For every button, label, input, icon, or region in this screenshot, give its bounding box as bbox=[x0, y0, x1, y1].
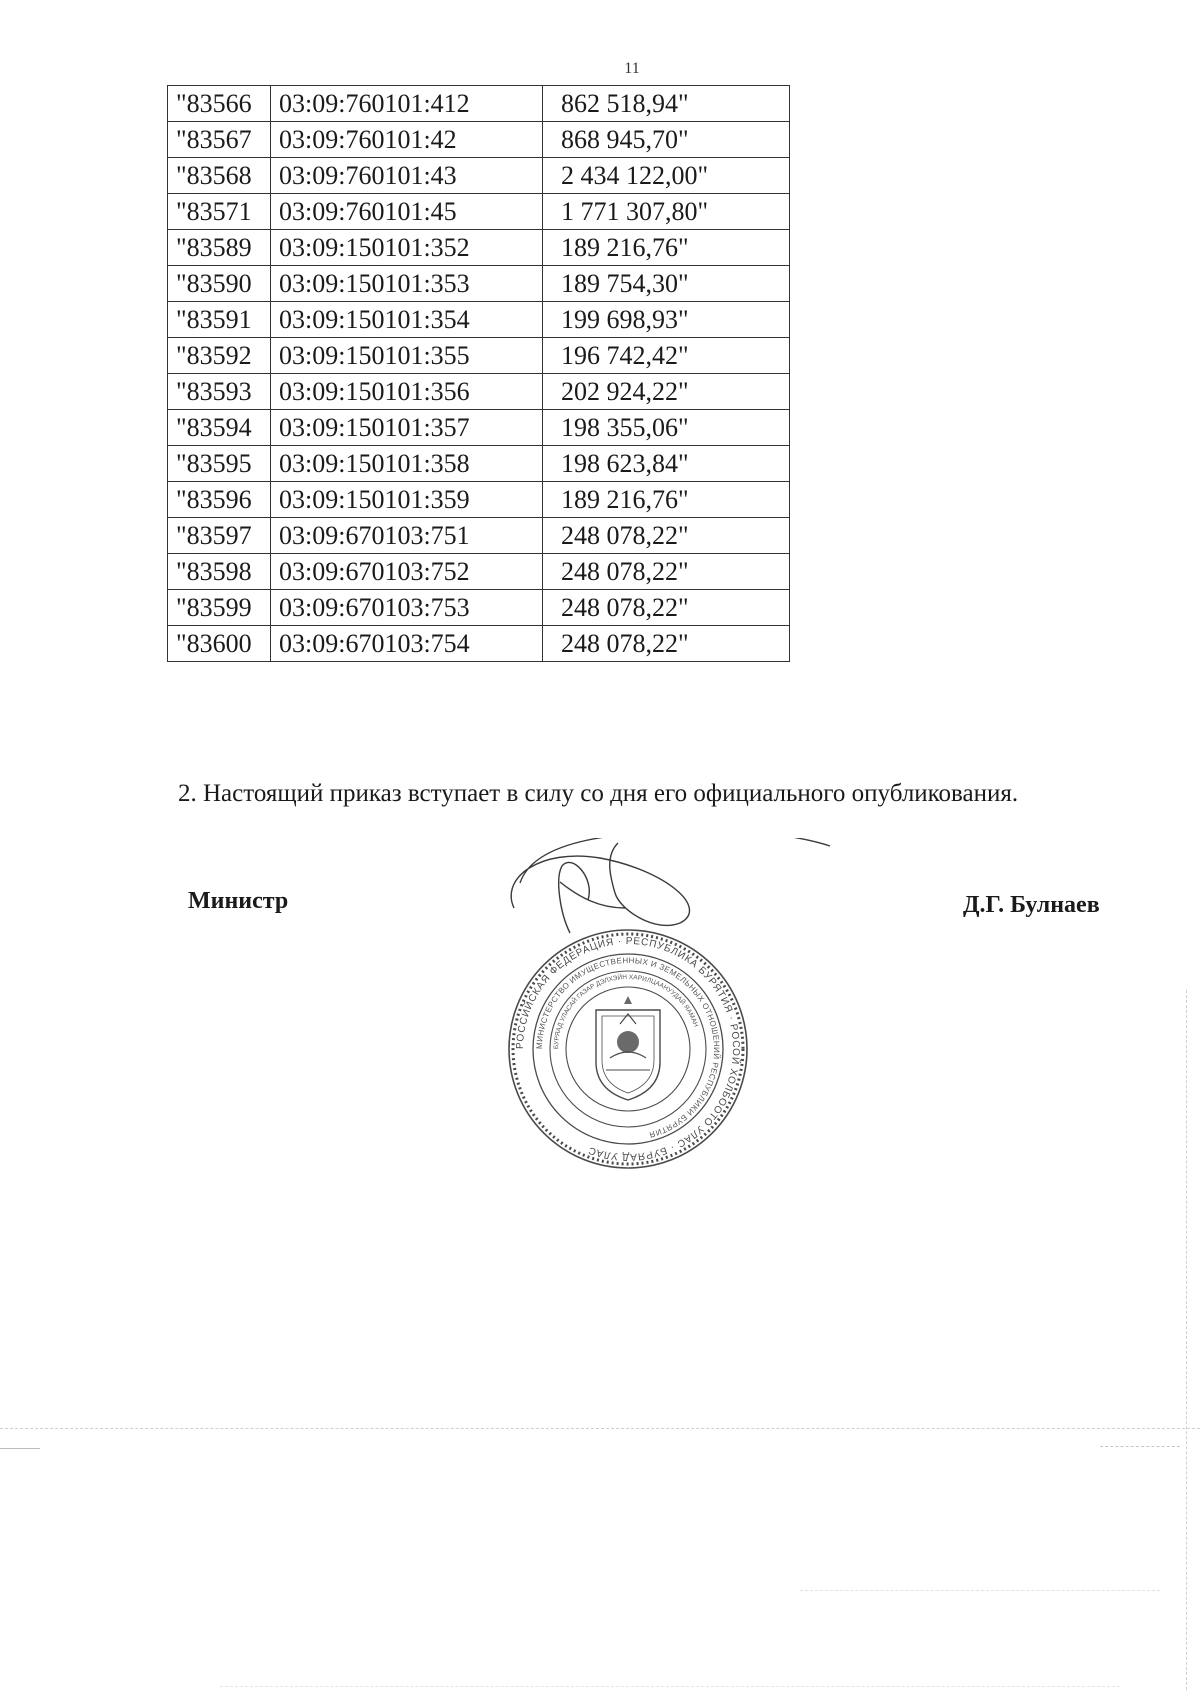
record-number-cell: "83599 bbox=[168, 590, 271, 626]
record-number-cell: "83571 bbox=[168, 194, 271, 230]
cadastral-number-cell: 03:09:150101:359 bbox=[271, 482, 543, 518]
table-row bbox=[168, 626, 790, 662]
table-row bbox=[168, 122, 790, 158]
record-number-cell: "83592 bbox=[168, 338, 271, 374]
cadastral-number-cell: 03:09:150101:357 bbox=[271, 410, 543, 446]
record-number-cell: "83567 bbox=[168, 122, 271, 158]
cadastral-number-cell: 03:09:150101:358 bbox=[271, 446, 543, 482]
cadastral-number-cell: 03:09:670103:753 bbox=[271, 590, 543, 626]
seal-outer-text: РОССИЙСКАЯ ФЕДЕРАЦИЯ · РЕСПУБЛИКА БУРЯТИЯ · РОСОЙ ХОЛБООТО УЛАС · БУРЯАД УЛАС bbox=[514, 935, 742, 1163]
cadastral-value-cell: 248 078,22" bbox=[543, 554, 790, 590]
table-row bbox=[168, 446, 790, 482]
clause-2-text: 2. Настоящий приказ вступает в силу со дня его официального опубликования. bbox=[178, 780, 1019, 807]
page-number: 11 bbox=[624, 60, 640, 77]
record-number-cell: "83589 bbox=[168, 230, 271, 266]
table-row bbox=[168, 518, 790, 554]
cadastral-value-cell: 189 216,76" bbox=[543, 230, 790, 266]
table-row bbox=[168, 590, 790, 626]
cadastral-number-cell: 03:09:150101:355 bbox=[271, 338, 543, 374]
table-row bbox=[168, 338, 790, 374]
cadastral-number-cell: 03:09:760101:45 bbox=[271, 194, 543, 230]
coat-of-arms-icon bbox=[596, 996, 660, 1100]
table-row bbox=[168, 86, 790, 122]
record-number-cell: "83600 bbox=[168, 626, 271, 662]
table-row bbox=[168, 482, 790, 518]
cadastral-value-cell: 2 434 122,00" bbox=[543, 158, 790, 194]
scan-artifact-line bbox=[0, 1428, 1200, 1429]
table-row bbox=[168, 266, 790, 302]
signatory-name: Д.Г. Булнаев bbox=[963, 892, 1100, 918]
scan-artifact-line bbox=[220, 1686, 1120, 1687]
scan-artifact-line bbox=[0, 1448, 40, 1449]
cadastral-value-cell: 248 078,22" bbox=[543, 626, 790, 662]
table-row bbox=[168, 410, 790, 446]
cadastral-value-cell: 868 945,70" bbox=[543, 122, 790, 158]
record-number-cell: "83594 bbox=[168, 410, 271, 446]
seal-middle-text: МИНИСТЕРСТВО ИМУЩЕСТВЕННЫХ И ЗЕМЕЛЬНЫХ ОТНОШЕНИЙ РЕСПУБЛИКИ БУРЯТИЯ bbox=[534, 955, 722, 1140]
table-row bbox=[168, 302, 790, 338]
cadastral-value-table bbox=[167, 85, 790, 662]
official-seal-and-signature bbox=[500, 838, 930, 1198]
scan-edge-artifact bbox=[1186, 990, 1187, 1690]
cadastral-number-cell: 03:09:150101:352 bbox=[271, 230, 543, 266]
cadastral-value-cell: 189 754,30" bbox=[543, 266, 790, 302]
cadastral-value-cell: 189 216,76" bbox=[543, 482, 790, 518]
record-number-cell: "83597 bbox=[168, 518, 271, 554]
table-body bbox=[168, 86, 790, 662]
record-number-cell: "83598 bbox=[168, 554, 271, 590]
cadastral-number-cell: 03:09:760101:42 bbox=[271, 122, 543, 158]
cadastral-number-cell: 03:09:670103:752 bbox=[271, 554, 543, 590]
cadastral-number-cell: 03:09:150101:354 bbox=[271, 302, 543, 338]
cadastral-value-cell: 198 623,84" bbox=[543, 446, 790, 482]
seal-inner-text: БУРЯАД УЛАСАЙ ГАЗАР ДЭЛХЭЙН ХАРИЛЦААНУУДАЙ ЯАМАН bbox=[552, 973, 700, 1050]
table-row bbox=[168, 374, 790, 410]
cadastral-value-cell: 248 078,22" bbox=[543, 590, 790, 626]
seal-graphic bbox=[500, 838, 930, 1198]
scan-artifact-line bbox=[1100, 1446, 1180, 1447]
record-number-cell: "83566 bbox=[168, 86, 271, 122]
cadastral-number-cell: 03:09:670103:751 bbox=[271, 518, 543, 554]
record-number-cell: "83590 bbox=[168, 266, 271, 302]
record-number-cell: "83593 bbox=[168, 374, 271, 410]
cadastral-number-cell: 03:09:670103:754 bbox=[271, 626, 543, 662]
record-number-cell: "83595 bbox=[168, 446, 271, 482]
signature-scribble bbox=[511, 838, 830, 933]
cadastral-number-cell: 03:09:760101:43 bbox=[271, 158, 543, 194]
table-row bbox=[168, 554, 790, 590]
scan-artifact-line bbox=[800, 1590, 1160, 1591]
cadastral-value-cell: 1 771 307,80" bbox=[543, 194, 790, 230]
cadastral-value-cell: 198 355,06" bbox=[543, 410, 790, 446]
cadastral-value-cell: 199 698,93" bbox=[543, 302, 790, 338]
signature-title: Министр bbox=[188, 888, 289, 914]
cadastral-number-cell: 03:09:760101:412 bbox=[271, 86, 543, 122]
cadastral-value-cell: 248 078,22" bbox=[543, 518, 790, 554]
cadastral-value-cell: 196 742,42" bbox=[543, 338, 790, 374]
record-number-cell: "83568 bbox=[168, 158, 271, 194]
cadastral-number-cell: 03:09:150101:356 bbox=[271, 374, 543, 410]
table-row bbox=[168, 230, 790, 266]
record-number-cell: "83591 bbox=[168, 302, 271, 338]
cadastral-number-cell: 03:09:150101:353 bbox=[271, 266, 543, 302]
record-number-cell: "83596 bbox=[168, 482, 271, 518]
table-row bbox=[168, 194, 790, 230]
table-row bbox=[168, 158, 790, 194]
cadastral-value-cell: 202 924,22" bbox=[543, 374, 790, 410]
cadastral-value-cell: 862 518,94" bbox=[543, 86, 790, 122]
